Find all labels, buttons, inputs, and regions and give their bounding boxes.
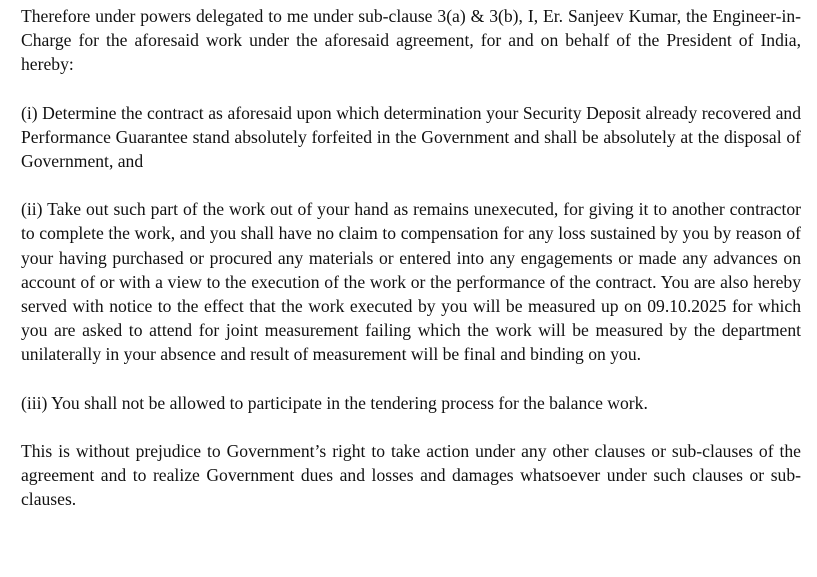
closing-paragraph: This is without prejudice to Government’s right to take action under any other clauses or sub-clauses of the agreement and to realize Government dues and losses and damages whatsoever under such clauses or sub-clauses. [21,440,801,510]
clause-i-paragraph: (i) Determine the contract as aforesaid upon which determination your Security Deposit already recovered and Performance Guarantee stand absolutely forfeited in the Government and shall be absolutely at the disposal of Government, and [21,102,801,172]
intro-paragraph: Therefore under powers delegated to me under sub-clause 3(a) & 3(b), I, Er. Sanjeev Kumar, the Engineer-in-Charge for the aforesaid work under the aforesaid agreement, for and on behalf of the President of India, hereby: [21,6,801,75]
clause-iii-paragraph: (iii) You shall not be allowed to participate in the tendering process for the balance work. [21,392,648,413]
clause-ii-paragraph: (ii) Take out such part of the work out of your hand as remains unexecuted, for giving it to another contractor to complete the work, and you shall have no claim to compensation for any loss sustained by you by reason of your having purchased or procured any materials or entered into any engagements or made any advances on account of or with a view to the execution of the work or the performance of the contract. You are also hereby served with notice to the effect that the work executed by you will be measured up on 09.10.2025 for which you are asked to attend for joint measurement failing which the work will be measured by the department unilaterally in your absence and result of measurement will be final and binding on you. [21,199,801,365]
document-body [21,4,801,511]
